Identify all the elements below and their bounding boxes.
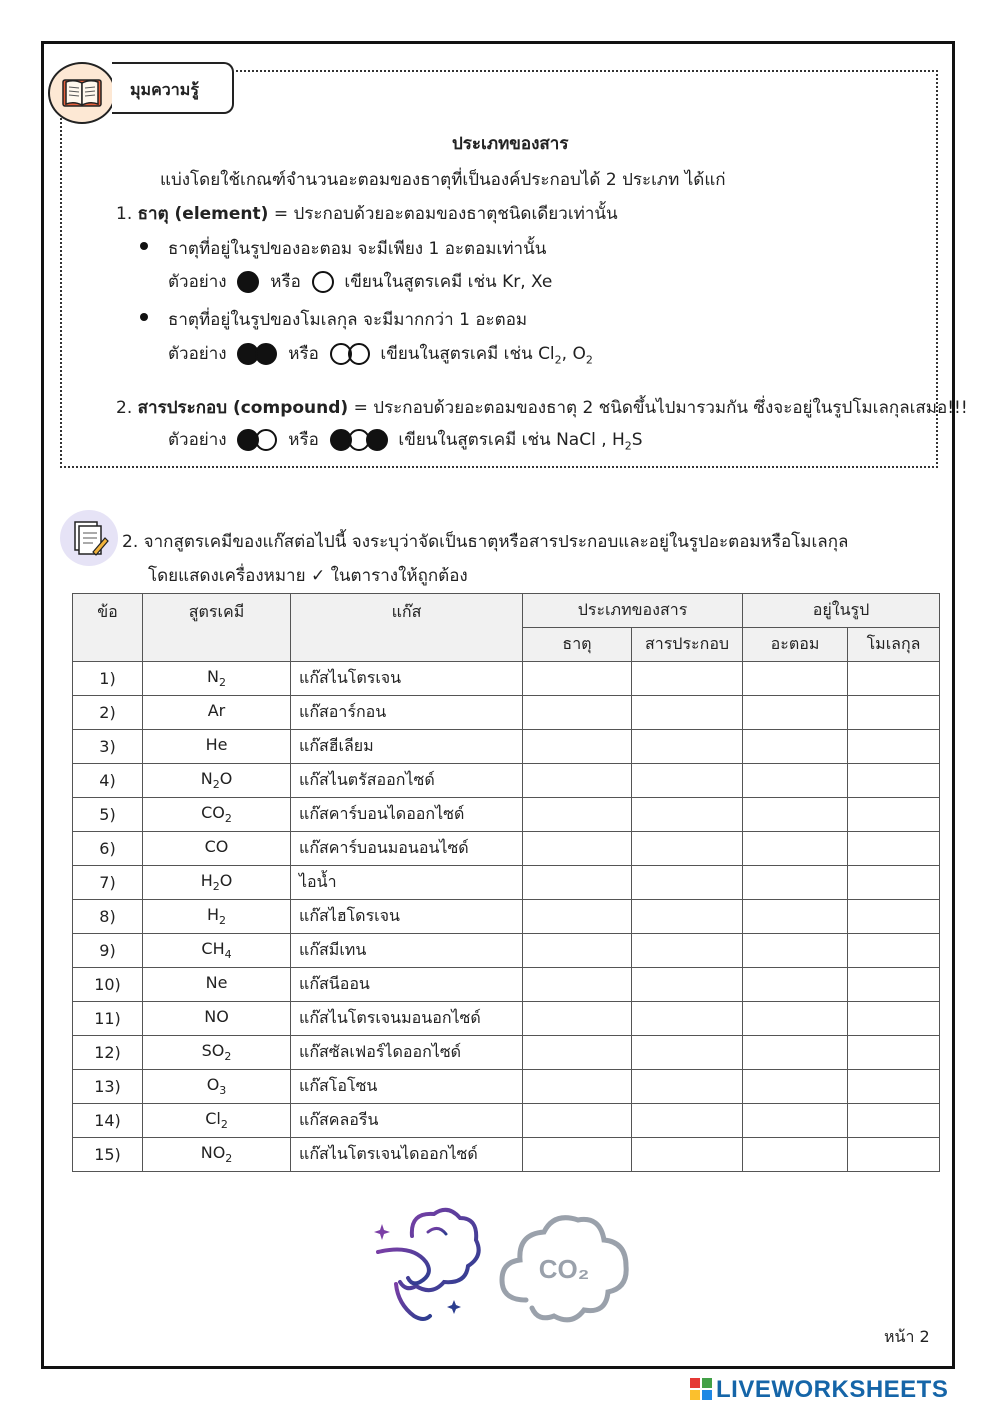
- brand-logo-text: LIVEWORKSHEETS: [716, 1376, 949, 1403]
- answer-cell-compound[interactable]: [632, 900, 743, 934]
- book-icon: [48, 62, 116, 124]
- header-compound: สารประกอบ: [632, 628, 743, 662]
- row-formula: Ne: [143, 968, 291, 1002]
- table-row: [73, 1104, 940, 1138]
- answer-cell-element[interactable]: [523, 764, 632, 798]
- header-type: ประเภทของสาร: [523, 594, 743, 628]
- answer-cell-compound[interactable]: [632, 934, 743, 968]
- filled-atom-icon: [237, 271, 259, 293]
- row-number: 1): [73, 662, 143, 696]
- answer-cell-element[interactable]: [523, 866, 632, 900]
- table-row: [73, 934, 940, 968]
- answer-cell-molecule[interactable]: [848, 1104, 940, 1138]
- row-gas-name: แก๊สคาร์บอนไดออกไซด์: [291, 798, 523, 832]
- answer-cell-molecule[interactable]: [848, 696, 940, 730]
- answer-cell-atom[interactable]: [743, 730, 848, 764]
- co2-cloud-icon: [496, 1210, 632, 1328]
- row-formula: Ar: [143, 696, 291, 730]
- table-row: [73, 1138, 940, 1172]
- row-gas-name: แก๊สไนตรัสออกไซด์: [291, 764, 523, 798]
- answer-cell-compound[interactable]: [632, 866, 743, 900]
- answer-cell-molecule[interactable]: [848, 832, 940, 866]
- table-row: [73, 798, 940, 832]
- bullet-dot: [140, 242, 148, 250]
- header-gas: แก๊ส: [291, 594, 523, 662]
- answer-cell-compound[interactable]: [632, 798, 743, 832]
- row-gas-name: แก๊สมีเทน: [291, 934, 523, 968]
- answer-cell-element[interactable]: [523, 1138, 632, 1172]
- page-number: หน้า 2: [884, 1327, 930, 1346]
- element-term: ธาตุ (element): [137, 204, 269, 224]
- answer-cell-molecule[interactable]: [848, 934, 940, 968]
- table-row: [73, 1036, 940, 1070]
- answer-cell-compound[interactable]: [632, 1036, 743, 1070]
- mixed-molecule-icon: [237, 429, 277, 451]
- row-number: 6): [73, 832, 143, 866]
- answer-cell-molecule[interactable]: [848, 1036, 940, 1070]
- row-number: 7): [73, 866, 143, 900]
- row-formula: $CO_2$: [143, 798, 291, 832]
- row-number: 14): [73, 1104, 143, 1138]
- row-number: 15): [73, 1138, 143, 1172]
- knowledge-intro: แบ่งโดยใช้เกณฑ์จำนวนอะตอมของธาตุที่เป็นองค์ประกอบได้ 2 ประเภท ได้แก่: [160, 170, 726, 190]
- row-formula: $Cl_2$: [143, 1104, 291, 1138]
- row-number: 3): [73, 730, 143, 764]
- header-formula: สูตรเคมี: [143, 594, 291, 662]
- answer-cell-element[interactable]: [523, 1104, 632, 1138]
- row-number: 13): [73, 1070, 143, 1104]
- row-number: 2): [73, 696, 143, 730]
- answer-cell-element[interactable]: [523, 662, 632, 696]
- answer-cell-compound[interactable]: [632, 832, 743, 866]
- answer-cell-compound[interactable]: [632, 696, 743, 730]
- empty-molecule-icon: [330, 343, 370, 365]
- answer-cell-atom[interactable]: [743, 1002, 848, 1036]
- answer-cell-compound[interactable]: [632, 730, 743, 764]
- table-row: [73, 866, 940, 900]
- row-gas-name: แก๊สไนโตรเจนมอนอกไซด์: [291, 1002, 523, 1036]
- answer-cell-atom[interactable]: [743, 900, 848, 934]
- row-gas-name: แก๊สโอโซน: [291, 1070, 523, 1104]
- header-form: อยู่ในรูป: [743, 594, 940, 628]
- answer-cell-atom[interactable]: [743, 968, 848, 1002]
- row-gas-name: แก๊สนีออน: [291, 968, 523, 1002]
- answer-cell-molecule[interactable]: [848, 1138, 940, 1172]
- row-number: 4): [73, 764, 143, 798]
- answer-cell-compound[interactable]: [632, 968, 743, 1002]
- co2-cloud-label: CO₂: [538, 1254, 590, 1284]
- row-number: 10): [73, 968, 143, 1002]
- compound-line: 2. สารประกอบ (compound) = ประกอบด้วยอะตอมของธาตุ 2 ชนิดขึ้นไปมารวมกัน ซึ่งจะอยู่ในรูปโมเลกุลเสมอ!!!: [116, 398, 968, 418]
- row-formula: He: [143, 730, 291, 764]
- answer-cell-atom[interactable]: [743, 934, 848, 968]
- answer-cell-element[interactable]: [523, 1070, 632, 1104]
- row-formula: NO: [143, 1002, 291, 1036]
- table-row: [73, 900, 940, 934]
- header-no: ข้อ: [73, 594, 143, 662]
- answer-cell-molecule[interactable]: [848, 764, 940, 798]
- row-formula: $CH_4$: [143, 934, 291, 968]
- row-gas-name: แก๊สอาร์กอน: [291, 696, 523, 730]
- answer-cell-atom[interactable]: [743, 866, 848, 900]
- row-gas-name: แก๊สฮีเลียม: [291, 730, 523, 764]
- answer-cell-atom[interactable]: [743, 1138, 848, 1172]
- answer-cell-molecule[interactable]: [848, 730, 940, 764]
- answer-cell-element[interactable]: [523, 832, 632, 866]
- answer-cell-molecule[interactable]: [848, 900, 940, 934]
- answer-cell-element[interactable]: [523, 696, 632, 730]
- answer-cell-atom[interactable]: [743, 1070, 848, 1104]
- row-gas-name: แก๊สคาร์บอนมอนอนไซด์: [291, 832, 523, 866]
- exercise-prompt-line2: โดยแสดงเครื่องหมาย ✓ ในตารางให้ถูกต้อง: [148, 566, 468, 586]
- answer-cell-compound[interactable]: [632, 662, 743, 696]
- answer-cell-molecule[interactable]: [848, 866, 940, 900]
- compound-example: ตัวอย่าง หรือ เขียนในสูตรเคมี เช่น NaCl , $H_2S$: [168, 430, 643, 453]
- answer-cell-molecule[interactable]: [848, 1070, 940, 1104]
- gas-cloud-icon: [372, 1206, 484, 1326]
- row-number: 11): [73, 1002, 143, 1036]
- bullet-dot: [140, 313, 148, 321]
- answer-cell-element[interactable]: [523, 934, 632, 968]
- answer-cell-element[interactable]: [523, 1002, 632, 1036]
- answer-cell-element[interactable]: [523, 798, 632, 832]
- knowledge-title: ประเภทของสาร: [452, 134, 569, 154]
- knowledge-heading: มุมความรู้: [130, 80, 199, 99]
- element-line: 1. ธาตุ (element) = ประกอบด้วยอะตอมของธาตุชนิดเดียวเท่านั้น: [116, 204, 618, 224]
- row-formula: $NO_2$: [143, 1138, 291, 1172]
- header-molecule: โมเลกุล: [848, 628, 940, 662]
- row-formula: $N_2O$: [143, 764, 291, 798]
- answer-cell-compound[interactable]: [632, 1138, 743, 1172]
- row-gas-name: แก๊สคลอรีน: [291, 1104, 523, 1138]
- answer-cell-element[interactable]: [523, 730, 632, 764]
- row-formula: $O_3$: [143, 1070, 291, 1104]
- compound-term: สารประกอบ (compound): [137, 398, 349, 418]
- row-number: 9): [73, 934, 143, 968]
- answer-cell-atom[interactable]: [743, 798, 848, 832]
- element-example-molecule: ตัวอย่าง หรือ เขียนในสูตรเคมี เช่น $Cl_2$, $O_2$: [168, 344, 593, 367]
- answer-cell-compound[interactable]: [632, 1070, 743, 1104]
- answer-cell-compound[interactable]: [632, 1104, 743, 1138]
- answer-cell-atom[interactable]: [743, 1036, 848, 1070]
- answer-cell-element[interactable]: [523, 968, 632, 1002]
- header-atom: อะตอม: [743, 628, 848, 662]
- answer-cell-molecule[interactable]: [848, 968, 940, 1002]
- answer-cell-compound[interactable]: [632, 764, 743, 798]
- answer-cell-molecule[interactable]: [848, 662, 940, 696]
- row-number: 5): [73, 798, 143, 832]
- answer-cell-atom[interactable]: [743, 1104, 848, 1138]
- table-row: [73, 662, 940, 696]
- answer-cell-element[interactable]: [523, 900, 632, 934]
- answer-cell-element[interactable]: [523, 1036, 632, 1070]
- worksheet-icon: [60, 510, 118, 566]
- compound-definition: = ประกอบด้วยอะตอมของธาตุ 2 ชนิดขึ้นไปมารวมกัน ซึ่งจะอยู่ในรูปโมเลกุลเสมอ!!!: [353, 398, 968, 418]
- row-formula: $SO_2$: [143, 1036, 291, 1070]
- row-number: 12): [73, 1036, 143, 1070]
- table-row: [73, 730, 940, 764]
- header-element: ธาตุ: [523, 628, 632, 662]
- triatomic-molecule-icon: [330, 429, 388, 451]
- row-gas-name: ไอน้ำ: [291, 866, 523, 900]
- row-gas-name: แก๊สซัลเฟอร์ไดออกไซด์: [291, 1036, 523, 1070]
- answer-cell-atom[interactable]: [743, 764, 848, 798]
- answer-cell-molecule[interactable]: [848, 798, 940, 832]
- table-row: [73, 696, 940, 730]
- row-formula: $N_2$: [143, 662, 291, 696]
- answer-cell-atom[interactable]: [743, 662, 848, 696]
- row-formula: CO: [143, 832, 291, 866]
- answer-cell-atom[interactable]: [743, 832, 848, 866]
- table-row: [73, 1002, 940, 1036]
- element-example-atom: ตัวอย่าง หรือ เขียนในสูตรเคมี เช่น Kr, Xe: [168, 272, 553, 292]
- table-row: [73, 968, 940, 1002]
- liveworksheets-logo-icon: [690, 1378, 712, 1400]
- filled-molecule-icon: [237, 343, 277, 365]
- table-row: [73, 764, 940, 798]
- row-number: 8): [73, 900, 143, 934]
- row-formula: $H_2O$: [143, 866, 291, 900]
- answer-cell-atom[interactable]: [743, 696, 848, 730]
- knowledge-heading-tag: [112, 62, 234, 114]
- element-definition: = ประกอบด้วยอะตอมของธาตุชนิดเดียวเท่านั้น: [273, 204, 618, 224]
- exercise-prompt-line1: 2. จากสูตรเคมีของแก๊สต่อไปนี้ จงระบุว่าจัดเป็นธาตุหรือสารประกอบและอยู่ในรูปอะตอมหรือโมเลกุล: [122, 532, 849, 552]
- answer-table: [72, 593, 940, 1172]
- row-gas-name: แก๊สไฮโดรเจน: [291, 900, 523, 934]
- row-gas-name: แก๊สไนโตรเจน: [291, 662, 523, 696]
- table-row: [73, 832, 940, 866]
- empty-atom-icon: [312, 271, 334, 293]
- answer-cell-compound[interactable]: [632, 1002, 743, 1036]
- answer-cell-molecule[interactable]: [848, 1002, 940, 1036]
- row-formula: $H_2$: [143, 900, 291, 934]
- row-gas-name: แก๊สไนโตรเจนไดออกไซด์: [291, 1138, 523, 1172]
- table-row: [73, 1070, 940, 1104]
- element-bullet-molecule: ธาตุที่อยู่ในรูปของโมเลกุล จะมีมากกว่า 1 อะตอม: [168, 310, 528, 330]
- element-bullet-atom: ธาตุที่อยู่ในรูปของอะตอม จะมีเพียง 1 อะตอมเท่านั้น: [168, 239, 547, 259]
